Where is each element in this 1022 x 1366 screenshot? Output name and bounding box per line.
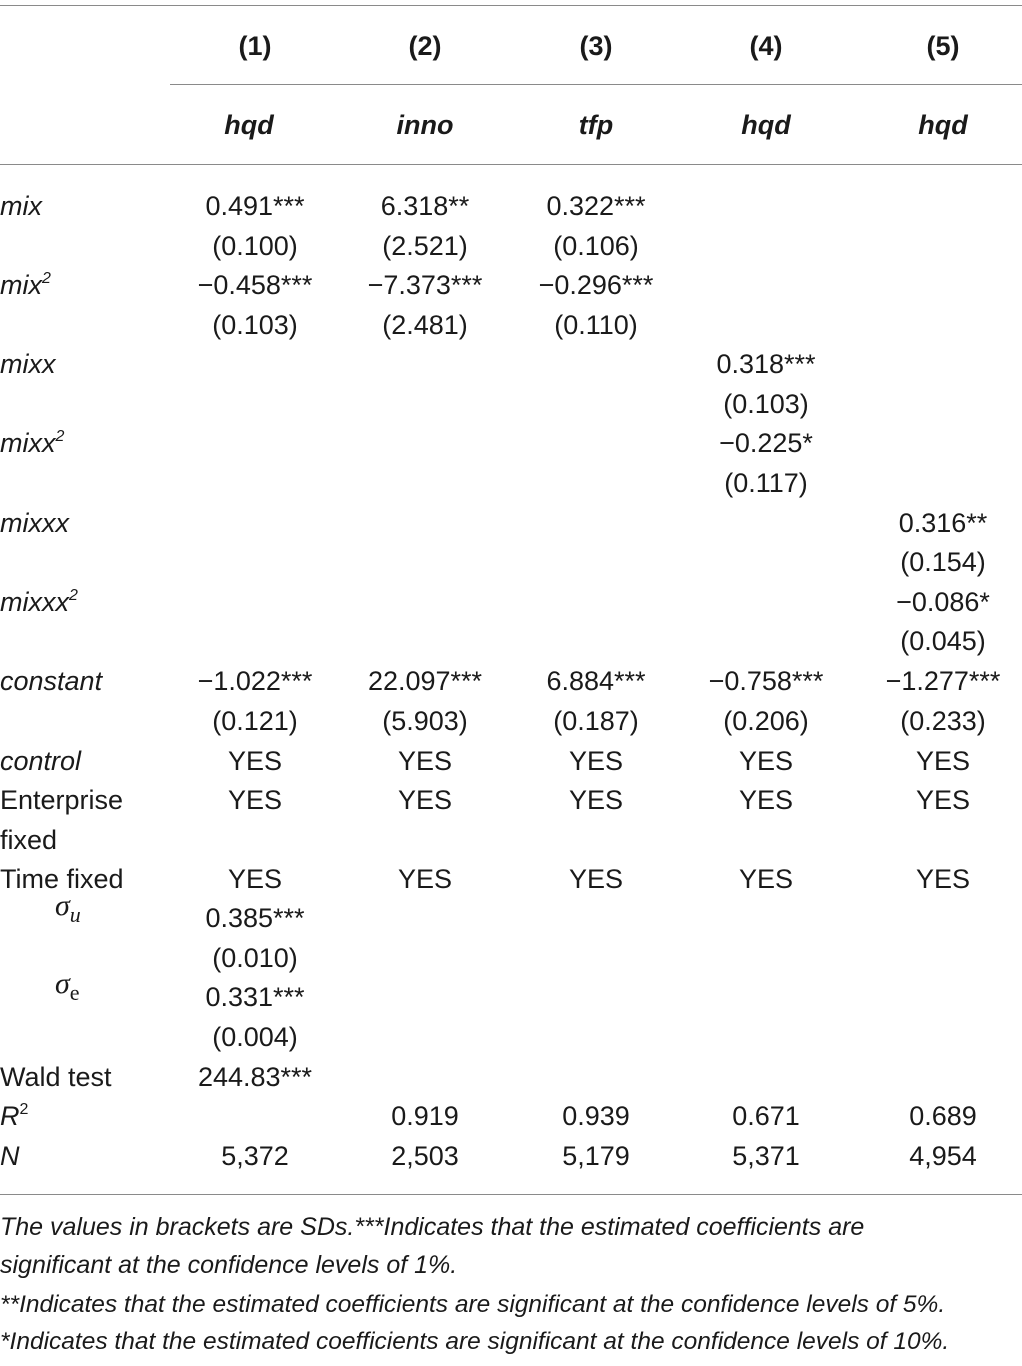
n-val-1: 5,372 [221,1141,289,1171]
sigma-e-coef-1: 0.331*** [205,982,305,1012]
row-label-mixx2: mixx$^2$ [0,428,65,458]
mix-se-1: (0.100) [212,231,298,261]
mix-se-2: (2.521) [382,231,468,261]
time-val-3: YES [568,864,624,894]
col-number-1: (1) [238,31,272,61]
footnote-line-4: *Indicates that the estimated coefficients are significant at the confidence levels of 10%. [0,1328,950,1355]
mix2-coef-3: −0.296*** [538,270,654,300]
time-val-5: YES [915,864,971,894]
mixxx-coef-5: 0.316** [898,508,988,538]
mix2-se-2: (2.481) [382,310,468,340]
mix2-se-1: (0.103) [212,310,298,340]
n-val-3: 5,179 [562,1141,630,1171]
col-number-3: (3) [579,31,613,61]
mix-coef-3: 0.322*** [546,191,646,221]
enterprise-val-4: YES [738,785,794,815]
mixxx2-se-5: (0.045) [900,626,986,656]
mix-coef-1: 0.491*** [205,191,305,221]
constant-se-2: (5.903) [382,706,468,736]
mixxx2-coef-5: −0.086* [896,587,990,617]
row-label-mixx: mixx [0,349,56,379]
row-label-enterprise: Enterprise [0,785,124,815]
col-depvar-3: tfp [578,110,614,140]
enterprise-val-1: YES [227,785,283,815]
r2-val-3: 0.939 [562,1101,630,1131]
col-number-2: (2) [408,31,442,61]
constant-coef-3: 6.884*** [546,666,646,696]
time-val-1: YES [227,864,283,894]
mix-coef-2: 6.318** [380,191,470,221]
col-number-4: (4) [749,31,783,61]
header-mid-rule [170,84,1022,85]
n-val-2: 2,503 [391,1141,459,1171]
top-rule [0,5,1022,6]
constant-coef-4: −0.758*** [708,666,824,696]
footnote-line-1: The values in brackets are SDs.***Indicates that the estimated coefficients are [0,1213,865,1241]
control-val-1: YES [227,746,283,776]
row-label-time: Time fixed [0,864,124,894]
constant-se-1: (0.121) [212,706,298,736]
footnote-line-3: **Indicates that the estimated coefficients are significant at the confidence levels of 5%. [0,1291,946,1318]
time-val-4: YES [738,864,794,894]
mixx-coef-4: 0.318*** [716,349,816,379]
row-label-n: N [0,1141,20,1171]
row-label-wald: Wald test [0,1062,112,1092]
footnote-line-2: significant at the confidence levels of 1%. [0,1251,458,1279]
row-label-mix: mix [0,191,42,221]
row-label-control: control [0,746,82,776]
mix2-coef-2: −7.373*** [367,270,483,300]
mixx2-se-4: (0.117) [724,468,808,498]
constant-se-4: (0.206) [723,706,809,736]
enterprise-val-2: YES [397,785,453,815]
control-val-4: YES [738,746,794,776]
row-label-sigma-e: $\sigma_e$ [55,967,80,1005]
col-depvar-2: inno [396,110,454,140]
sigma-u-se-1: (0.010) [212,943,298,973]
mix2-se-3: (0.110) [554,310,638,340]
mix-se-3: (0.106) [553,231,639,261]
row-label-enterprise-cont: fixed [0,825,58,855]
enterprise-val-5: YES [915,785,971,815]
table-bottom-rule [0,1194,1022,1195]
n-val-4: 5,371 [732,1141,800,1171]
mixxx-se-5: (0.154) [900,547,986,577]
row-label-constant: constant [0,666,103,696]
time-val-2: YES [397,864,453,894]
row-label-mixxx: mixxx [0,508,69,538]
r2-val-5: 0.689 [909,1101,977,1131]
constant-coef-1: −1.022*** [197,666,313,696]
n-val-5: 4,954 [909,1141,977,1171]
col-depvar-4: hqd [741,110,791,140]
row-label-mixxx2: mixxx$^2$ [0,587,78,617]
col-depvar-5: hqd [918,110,968,140]
control-val-2: YES [397,746,453,776]
wald-val-1: 244.83*** [197,1062,313,1092]
col-depvar-1: hqd [224,110,274,140]
row-label-sigma-u: $\sigma_u$ [55,889,81,927]
control-val-3: YES [568,746,624,776]
header-bottom-rule [0,164,1022,165]
row-label-mix2: mix$^2$ [0,270,51,300]
mix2-coef-1: −0.458*** [197,270,313,300]
constant-coef-5: −1.277*** [885,666,1001,696]
enterprise-val-3: YES [568,785,624,815]
col-number-5: (5) [926,31,960,61]
constant-coef-2: 22.097*** [367,666,483,696]
mixx-se-4: (0.103) [723,389,809,419]
row-label-r2: $R^2$ [0,1101,29,1131]
sigma-e-se-1: (0.004) [212,1022,298,1052]
constant-se-3: (0.187) [553,706,639,736]
mixx2-coef-4: −0.225* [719,428,813,458]
control-val-5: YES [915,746,971,776]
constant-se-5: (0.233) [900,706,986,736]
r2-val-4: 0.671 [732,1101,800,1131]
sigma-u-coef-1: 0.385*** [205,903,305,933]
r2-val-2: 0.919 [391,1101,459,1131]
